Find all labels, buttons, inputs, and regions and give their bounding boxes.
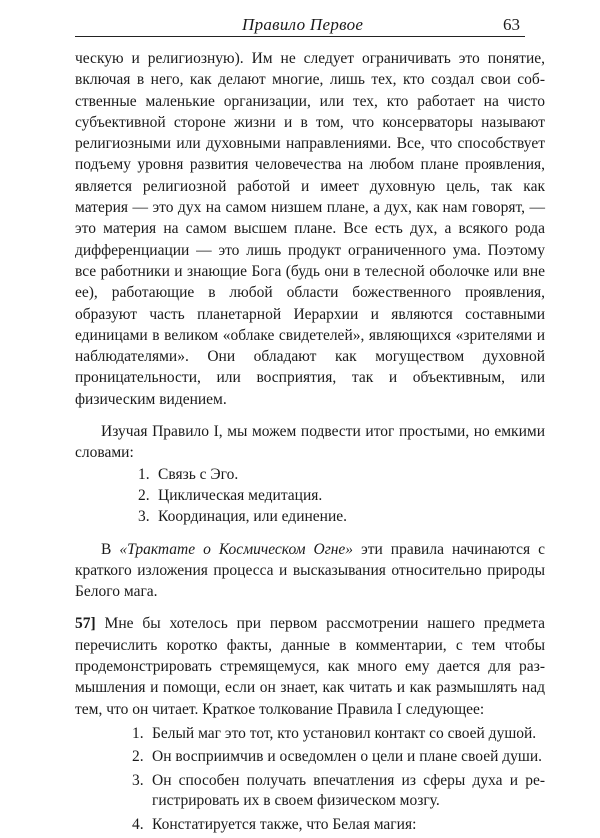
list-item bbox=[132, 724, 545, 745]
list-item bbox=[132, 771, 545, 812]
list-item-text: Координация, или единение. bbox=[158, 508, 348, 526]
treatise-lead: В bbox=[101, 540, 120, 558]
list-item-number: 1. bbox=[132, 724, 144, 742]
list-item bbox=[138, 506, 545, 527]
page-body bbox=[75, 48, 545, 838]
paragraph-treatise bbox=[75, 539, 545, 603]
list-item bbox=[138, 464, 545, 485]
treatise-rest: эти правила начинаются с краткого изложения процесса и высказывания относительно природы Белого мага. bbox=[75, 540, 546, 601]
list-item-number: 2. bbox=[138, 486, 150, 504]
list-item-text: Циклическая медитация. bbox=[158, 486, 323, 504]
list-item-text: Он восприимчив и осведомлен о цели и плане своей души. bbox=[152, 748, 542, 766]
paragraph-facts-text: Мне бы хотелось при первом рассмотрении нашего предмета перечислить коротко факты, данные в комментарии, с тем чтобы продемонстрировать стремящемуся, как много ему дается для размышления и помощи, если он знает, как читать и как размышлять над тем, что он читает. Краткое толкование Правила I следующее: bbox=[75, 615, 545, 718]
paragraph-summary-intro: Изучая Правило I, мы можем подвести итог простыми, но емкими словами: bbox=[75, 423, 545, 462]
treatise-title: «Трактате о Космическом Огне» bbox=[119, 540, 354, 558]
paragraph-continuation: ческую и религиозную). Им не следует ограничивать это понятие, включая в него, как делают многие, лишь тех, кто создал свои собственные маленькие организации, или тех, кто работает на чисто субъективной стороне жизни и в том, что консерваторы называют религиозными или духовными направлениями. Все, что способствует подъему уровня развития человечества на любом плане проявления, является религиозной работой и имеет духовную цель, так как материя — это дух на самом низшем плане, а дух, как нам говорят, — это материя на самом высшем плане. Все есть дух, а всякого рода дифференциации — это лишь продукт ограниченного ума. Поэтому все работники и знающие Бога (будь они в телесной оболочке или вне ее), работающие в любой области божественного проявления, образуют часть планетарной Иерархии и являются составными единицами в великом «облаке свидетелей», являющихся «зрителями и наблюдателями». Они обладают как могуществом духовной проницательности, или восприятия, так и объективным, или физическим видением. bbox=[75, 50, 545, 408]
summary-list bbox=[138, 464, 545, 528]
list-item-number: 3. bbox=[132, 771, 144, 789]
paragraph-facts bbox=[75, 613, 545, 719]
list-item-number: 3. bbox=[138, 508, 150, 526]
list-item bbox=[138, 485, 545, 506]
page-number: 63 bbox=[503, 15, 520, 34]
running-title: Правило Первое bbox=[242, 15, 364, 34]
list-item bbox=[132, 747, 545, 768]
list-item-text: Связь с Эго. bbox=[158, 465, 239, 483]
running-header bbox=[75, 14, 525, 37]
list-item-text: Он способен получать впечатления из сферы духа и регистрировать их в своем физическом мозгу. bbox=[152, 771, 545, 810]
list-item-number: 4. bbox=[132, 815, 144, 833]
page-marker: 57] bbox=[75, 615, 96, 633]
list-item-text: Констатируется также, что Белая магия: bbox=[152, 815, 417, 833]
list-item-number: 2. bbox=[132, 748, 144, 766]
list-item-number: 1. bbox=[138, 465, 150, 483]
list-item-text: Белый маг это тот, кто установил контакт со своей душой. bbox=[152, 724, 537, 742]
list-item bbox=[132, 815, 545, 836]
rule-interpretation-list bbox=[132, 724, 545, 836]
